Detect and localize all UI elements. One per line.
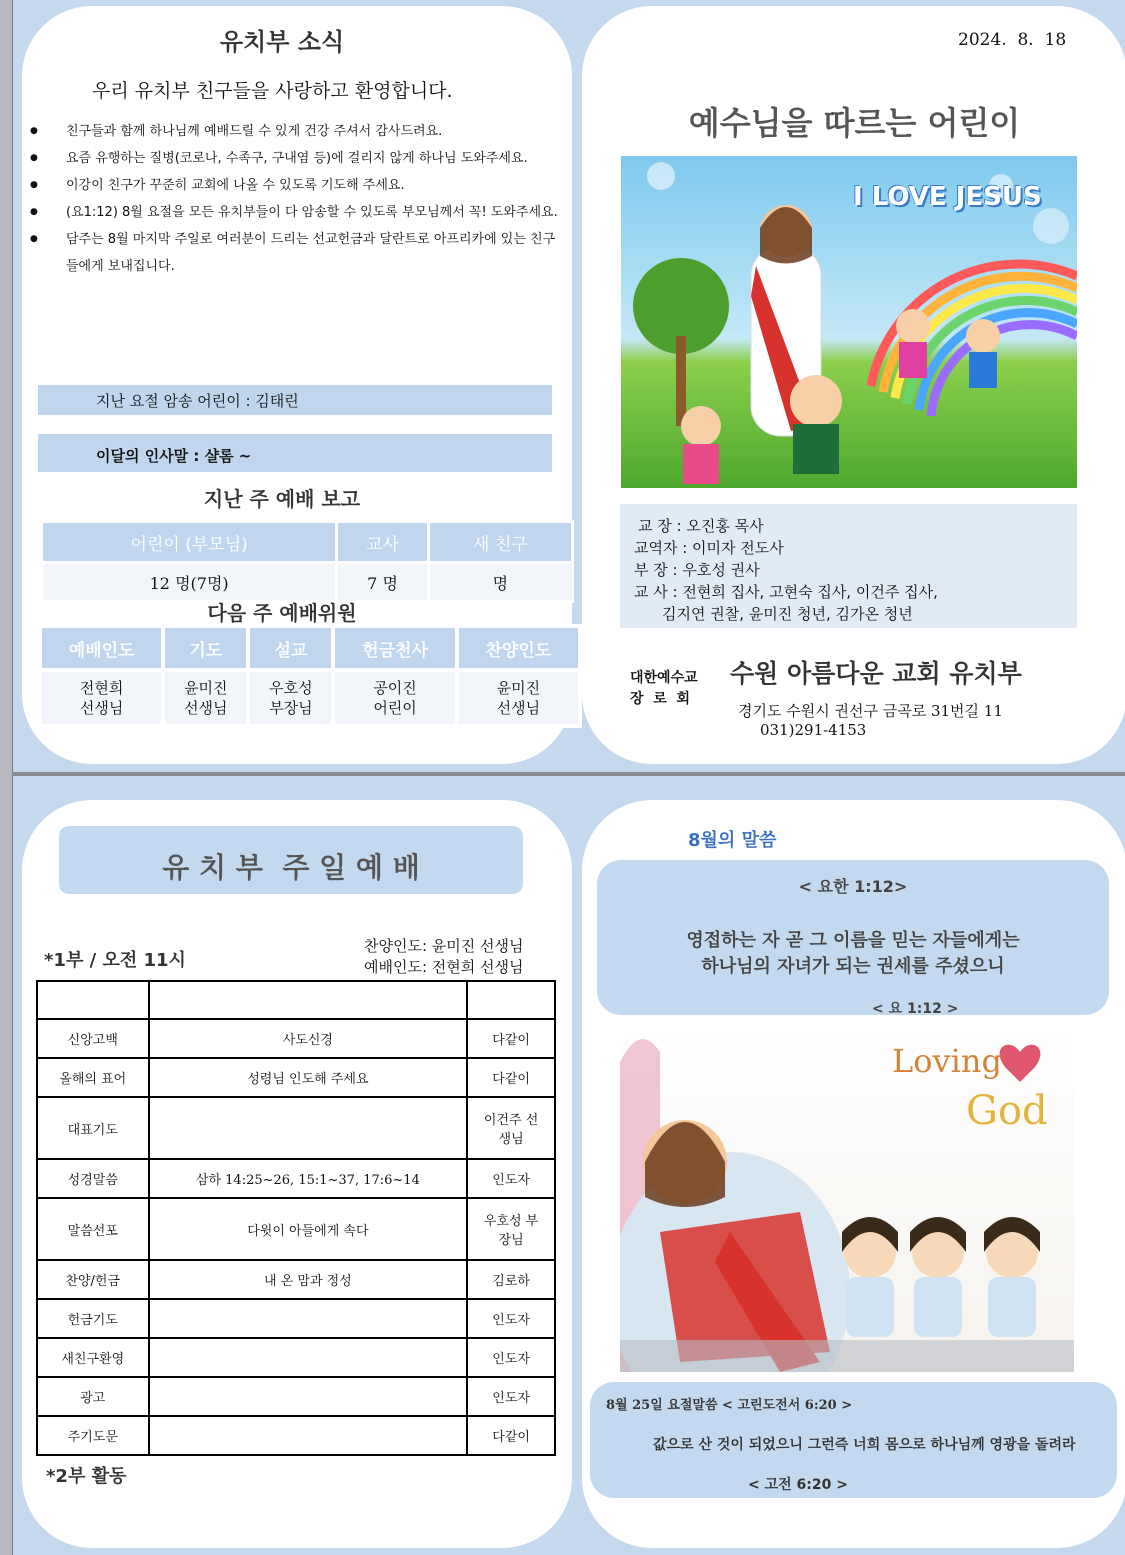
news-title: 유치부 소식 [219, 28, 345, 56]
cover-title: 예수님을 따르는 어린이 [688, 104, 1021, 142]
service2-label: *2부 활동 [46, 1466, 127, 1487]
next-verse-title: 8월 25일 요절말씀 < 고린도전서 6:20 > [606, 1398, 853, 1413]
staff-line: 교역자 : 이미자 전도사 [634, 539, 784, 557]
praise-leader: 찬양인도: 윤미진 선생님 [364, 937, 524, 955]
next-week-header: 설교 [248, 626, 333, 670]
loving-god-illustration [620, 1022, 1074, 1372]
staff-box [620, 504, 1077, 628]
report-header: 어린이 (부모님) [42, 522, 337, 563]
order-content: 성령님 인도해 주세요 [149, 1058, 468, 1097]
page-divider [12, 772, 1125, 776]
order-leader: 인도자 [467, 1159, 555, 1198]
worship-leader: 예배인도: 전현희 선생님 [364, 958, 524, 976]
welcome-text: 우리 유치부 친구들을 사랑하고 환영합니다. [92, 80, 453, 102]
service-order-table [36, 980, 556, 1456]
order-content: 사도신경 [149, 1019, 468, 1058]
report-header: 새 친구 [428, 522, 572, 563]
order-item: 주기도문 [37, 1416, 149, 1455]
church-phone: 031)291-4153 [760, 721, 867, 739]
prayer-list [30, 118, 560, 280]
prayer-item: ● (요1:12) 8월 요절을 모든 유치부들이 다 암송할 수 있도록 부모님께서 꼭! 도와주세요. [30, 199, 560, 226]
prayer-item: ● 담주는 8월 마지막 주일로 여러분이 드리는 선교헌금과 달란트로 아프리카에 있는 친구들에게 보내집니다. [30, 226, 560, 280]
order-content [149, 1416, 468, 1455]
verse-line: 영접하는 자 곧 그 이름을 믿는 자들에게는 [686, 930, 1020, 951]
prayer-item: ● 이강이 친구가 꾸준히 교회에 나올 수 있도록 기도해 주세요. [30, 172, 560, 199]
order-item: 말씀선포 [37, 1198, 149, 1260]
god-text: God [966, 1088, 1048, 1134]
order-leader: 이건주 선생님 [467, 1097, 555, 1159]
order-content: 다윗이 아들에게 속다 [149, 1198, 468, 1260]
memory-verse-kid: 지난 요절 암송 어린이 : 김태린 [96, 392, 299, 410]
window-frame-left [0, 0, 13, 1555]
bulletin-date: 2024. 8. 18 [958, 30, 1067, 50]
order-item: 대표기도 [37, 1097, 149, 1159]
report-value: 12 명(7명) [42, 563, 337, 602]
next-verse-text: 값으로 산 것이 되었으니 그런즉 너희 몸으로 하나님께 영광을 돌려라 [653, 1437, 1076, 1453]
choir-scene [620, 1022, 1074, 1372]
next-week-cell: 공이진 어린이 [333, 670, 456, 726]
order-item: 찬양/헌금 [37, 1260, 149, 1299]
i-love-jesus-text: I LOVE JESUS [853, 182, 1042, 212]
greeting-text: 이달의 인사말 : 샬롬 ~ [96, 447, 252, 465]
order-item: 신앙고백 [37, 1019, 149, 1058]
service1-label: *1부 / 오전 11시 [44, 950, 186, 971]
next-week-cell: 윤미진 선생님 [163, 670, 248, 726]
order-item: 광고 [37, 1377, 149, 1416]
next-week-header: 예배인도 [40, 626, 163, 670]
order-leader: 인도자 [467, 1338, 555, 1377]
report-value: 7 명 [337, 563, 428, 602]
order-leader: 우호성 부장님 [467, 1198, 555, 1260]
staff-line: 부 장 : 우호성 권사 [634, 561, 760, 579]
order-leader: 다같이 [467, 1019, 555, 1058]
month-verse-heading: 8월의 말씀 [688, 830, 777, 851]
order-cell [149, 981, 468, 1019]
order-content [149, 1338, 468, 1377]
jesus-children-illustration [621, 156, 1077, 488]
verse-reference: < 요한 1:12> [798, 877, 908, 896]
report-header: 교사 [337, 522, 428, 563]
order-leader: 다같이 [467, 1058, 555, 1097]
order-leader: 김로하 [467, 1260, 555, 1299]
prayer-item: ● 요즘 유행하는 질병(코로나, 수족구, 구내염 등)에 걸리지 않게 하나님 도와주세요. [30, 145, 560, 172]
next-week-cell: 전현희 선생님 [40, 670, 163, 726]
order-item: 올해의 표어 [37, 1058, 149, 1097]
order-item: 헌금기도 [37, 1299, 149, 1338]
next-week-table [38, 624, 582, 728]
prayer-item: ● 친구들과 함께 하나님께 예배드릴 수 있게 건강 주셔서 감사드려요. [30, 118, 560, 145]
order-leader: 인도자 [467, 1299, 555, 1338]
next-week-title: 다음 주 예배위원 [207, 601, 357, 625]
next-week-cell: 우호성 부장님 [248, 670, 333, 726]
order-cell [37, 981, 149, 1019]
next-week-header: 기도 [163, 626, 248, 670]
next-verse-reference: < 고전 6:20 > [748, 1477, 848, 1493]
order-item: 성경말씀 [37, 1159, 149, 1198]
denomination: 대한예수교 장 로 회 [630, 670, 698, 707]
order-content [149, 1377, 468, 1416]
report-value: 명 [428, 563, 572, 602]
report-title: 지난 주 예배 보고 [203, 487, 361, 511]
staff-line: 김지연 권찰, 윤미진 청년, 김가온 청년 [662, 605, 913, 623]
next-week-header: 헌금천사 [333, 626, 456, 670]
report-table [40, 520, 574, 603]
order-leader: 인도자 [467, 1377, 555, 1416]
order-content: 삼하 14:25~26, 15:1~37, 17:6~14 [149, 1159, 468, 1198]
church-name: 수원 아름다운 교회 유치부 [730, 659, 1022, 688]
staff-line: 교 장 : 오진홍 목사 [638, 517, 764, 535]
next-week-cell: 윤미진 선생님 [457, 670, 580, 726]
order-cell [467, 981, 555, 1019]
order-leader: 다같이 [467, 1416, 555, 1455]
order-content [149, 1299, 468, 1338]
staff-line: 교 사 : 전현희 집사, 고현숙 집사, 이건주 집사, [634, 583, 938, 601]
order-content [149, 1097, 468, 1159]
loving-text: Loving [892, 1042, 1002, 1080]
church-address: 경기도 수원시 권선구 금곡로 31번길 11 [738, 702, 1003, 720]
next-week-header: 찬양인도 [457, 626, 580, 670]
verse-line: 하나님의 자녀가 되는 권세를 주셨으니 [701, 956, 1005, 977]
order-item: 새친구환영 [37, 1338, 149, 1377]
verse-reference-short: < 요 1:12 > [872, 1001, 959, 1017]
service-title: 유 치 부 주 일 예 배 [162, 851, 420, 884]
order-content: 내 온 맘과 정성 [149, 1260, 468, 1299]
